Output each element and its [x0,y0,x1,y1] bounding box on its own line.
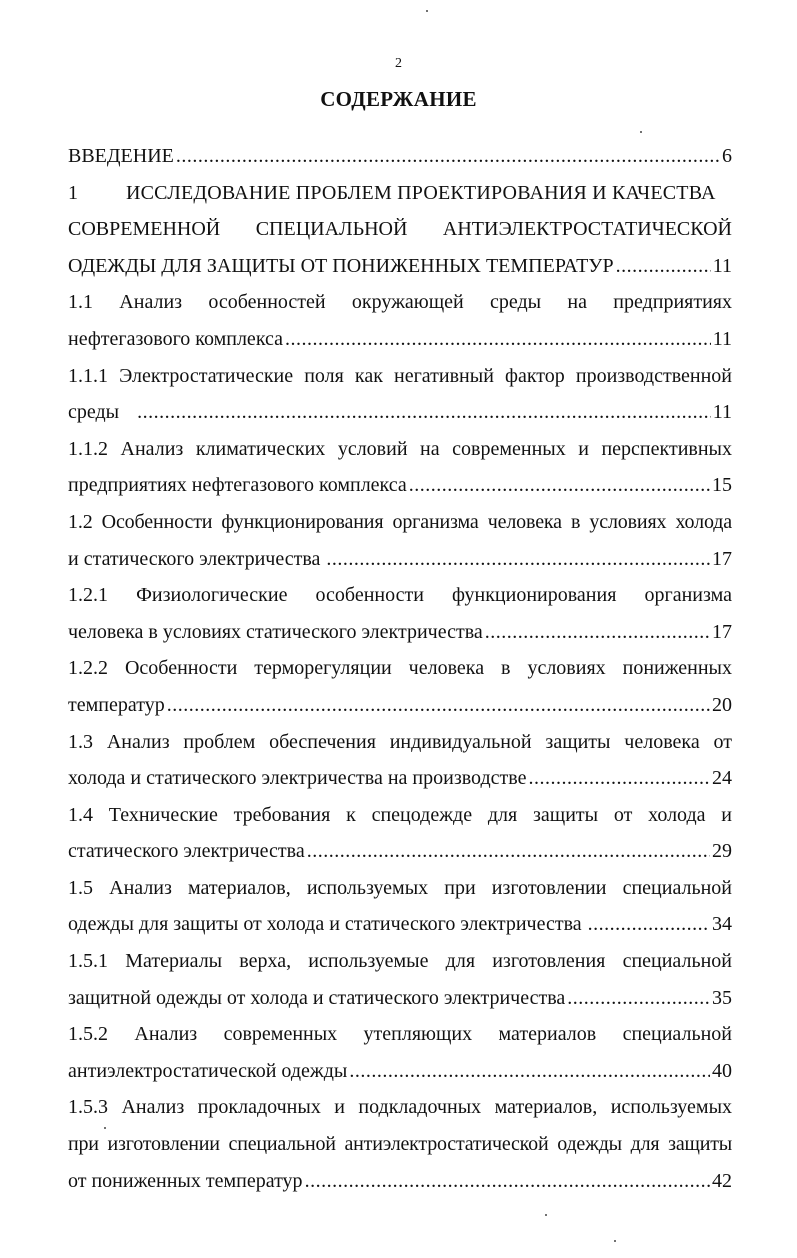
toc-entry-number: 1.1.1 [68,364,108,387]
toc-entry-text-line: антиэлектростатической одежды [68,1059,348,1082]
dot-leader [176,138,720,175]
toc-entry-text-line: статического электричества [68,840,305,863]
toc-entry-text-line: Электростатические поля как негативный фактор производственной [119,364,732,387]
toc-entry-text-line: Анализ климатических условий на современных и перспективных [120,437,732,460]
toc-entry-chapter-1[interactable] [68,175,732,285]
toc-entry-1-5[interactable] [68,870,732,943]
toc-entry-number: 1.5.3 [68,1096,108,1119]
toc-entry-number: 1.3 [68,730,93,753]
toc-page-number: 17 [712,620,732,643]
toc-entry-number: 1.2.1 [68,584,108,607]
dot-leader [528,760,710,797]
toc-entry-text-line: человека в условиях статического электричества [68,620,483,643]
toc-entry-1-5-2[interactable] [68,1016,732,1089]
toc-entry-number: 1.4 [68,803,93,826]
toc-entry-text-line: Особенности функционирования организма человека в условиях холода [101,510,732,533]
toc-entry-text-line: Технические требования к спецодежде для защиты от холода и [108,803,732,826]
toc-entry-text-line: от пониженных температур [68,1169,303,1192]
toc-entry-number: 1.2.2 [68,657,108,680]
toc-entry-1-3[interactable] [68,724,732,797]
toc-entry-1-5-3[interactable] [68,1089,732,1199]
toc-entry-text-line: и статического электричества [68,547,321,570]
scan-speck [614,1240,616,1242]
toc-page-number: 24 [712,767,732,790]
toc-entry-text-line: Анализ прокладочных и подкладочных материалов, используемых [121,1096,732,1119]
toc-entry-1-4[interactable] [68,797,732,870]
toc-entry-number: 1.1 [68,291,93,314]
toc-entry-number: 1.5.1 [68,950,108,973]
toc-entry-number: 1.5 [68,876,93,899]
toc-entry-text-line: предприятиях нефтегазового комплекса [68,474,407,497]
toc-entry-text-line: холода и статического электричества на производстве [68,767,527,790]
scan-speck [426,10,428,12]
toc-entry-text-line: Особенности терморегуляции человека в условиях пониженных [124,657,732,680]
toc-page-number: 20 [712,693,732,716]
toc-page-number: 6 [722,145,732,167]
toc-entry-text-line: при изготовлении специальной антиэлектростатической одежды для защиты [68,1133,732,1156]
toc-entry-text-line: Анализ проблем обеспечения индивидуальной защиты человека от [106,730,732,753]
toc-entry-1-5-1[interactable] [68,943,732,1016]
toc-entry-introduction[interactable] [68,138,732,175]
toc-entry-1-2-2[interactable] [68,650,732,723]
scan-speck [104,1127,106,1129]
dot-leader [409,467,710,504]
toc-entry-text-line: защитной одежды от холода и статического электричества [68,986,566,1009]
toc-entry-text-line: СОВРЕМЕННОЙ СПЕЦИАЛЬНОЙ АНТИЭЛЕКТРОСТАТИЧЕСКОЙ [68,218,732,241]
page-number: 2 [395,56,402,71]
toc-page-number: 11 [712,327,732,350]
table-of-contents [68,138,732,1199]
dot-leader [167,687,710,724]
toc-entry-text-line: Физиологические особенности функционирования организма [136,584,732,607]
toc-entry-text-line: Материалы верха, используемые для изготовления специальной [125,950,732,973]
toc-entry-1-2[interactable] [68,504,732,577]
dot-leader [137,394,711,431]
toc-entry-text-line: температур [68,693,165,716]
toc-page-number: 35 [712,986,732,1009]
dot-leader [485,614,710,651]
toc-entry-text-line: ИССЛЕДОВАНИЕ ПРОБЛЕМ ПРОЕКТИРОВАНИЯ И КАЧЕСТВА [126,181,716,204]
dot-leader [567,980,710,1017]
toc-page-number: 34 [712,913,732,936]
dot-leader [616,248,711,285]
toc-entry-number: 1 [68,181,78,204]
toc-page-number: 29 [712,840,732,863]
dot-leader [307,833,710,870]
dot-leader [305,1163,710,1200]
toc-entry-text-line: Анализ особенностей окружающей среды на предприятиях [119,291,732,314]
toc-entry-text-line: Анализ материалов, используемых при изготовлении специальной [109,876,732,899]
toc-entry-1-2-1[interactable] [68,577,732,650]
toc-entry-text-line: среды [68,401,120,424]
dot-leader [349,1053,710,1090]
toc-entry-text-line: Анализ современных утепляющих материалов специальной [134,1023,732,1046]
scan-speck [545,1214,547,1216]
toc-page-number: 15 [712,474,732,497]
page-title: СОДЕРЖАНИЕ [320,87,477,111]
toc-page-number: 11 [712,401,732,424]
toc-page-number: 40 [712,1059,732,1082]
dot-leader [326,541,710,578]
toc-entry-text-line: ОДЕЖДЫ ДЛЯ ЗАЩИТЫ ОТ ПОНИЖЕННЫХ ТЕМПЕРАТУР [68,254,614,277]
toc-entry-number: 1.1.2 [68,437,108,460]
toc-entry-title: ВВЕДЕНИЕ [68,145,174,167]
toc-entry-text-line: нефтегазового комплекса [68,327,284,350]
toc-page-number: 11 [712,254,732,277]
toc-entry-number: 1.5.2 [68,1023,108,1046]
dot-leader [285,321,711,358]
dot-leader [588,906,710,943]
toc-entry-1-1[interactable] [68,284,732,357]
toc-page-number: 17 [712,547,732,570]
toc-entry-text-line: одежды для защиты от холода и статического электричества [68,913,582,936]
scan-speck [640,131,642,133]
toc-entry-1-1-2[interactable] [68,431,732,504]
toc-entry-1-1-1[interactable] [68,358,732,431]
toc-page-number: 42 [712,1169,732,1192]
toc-entry-number: 1.2 [68,510,93,533]
